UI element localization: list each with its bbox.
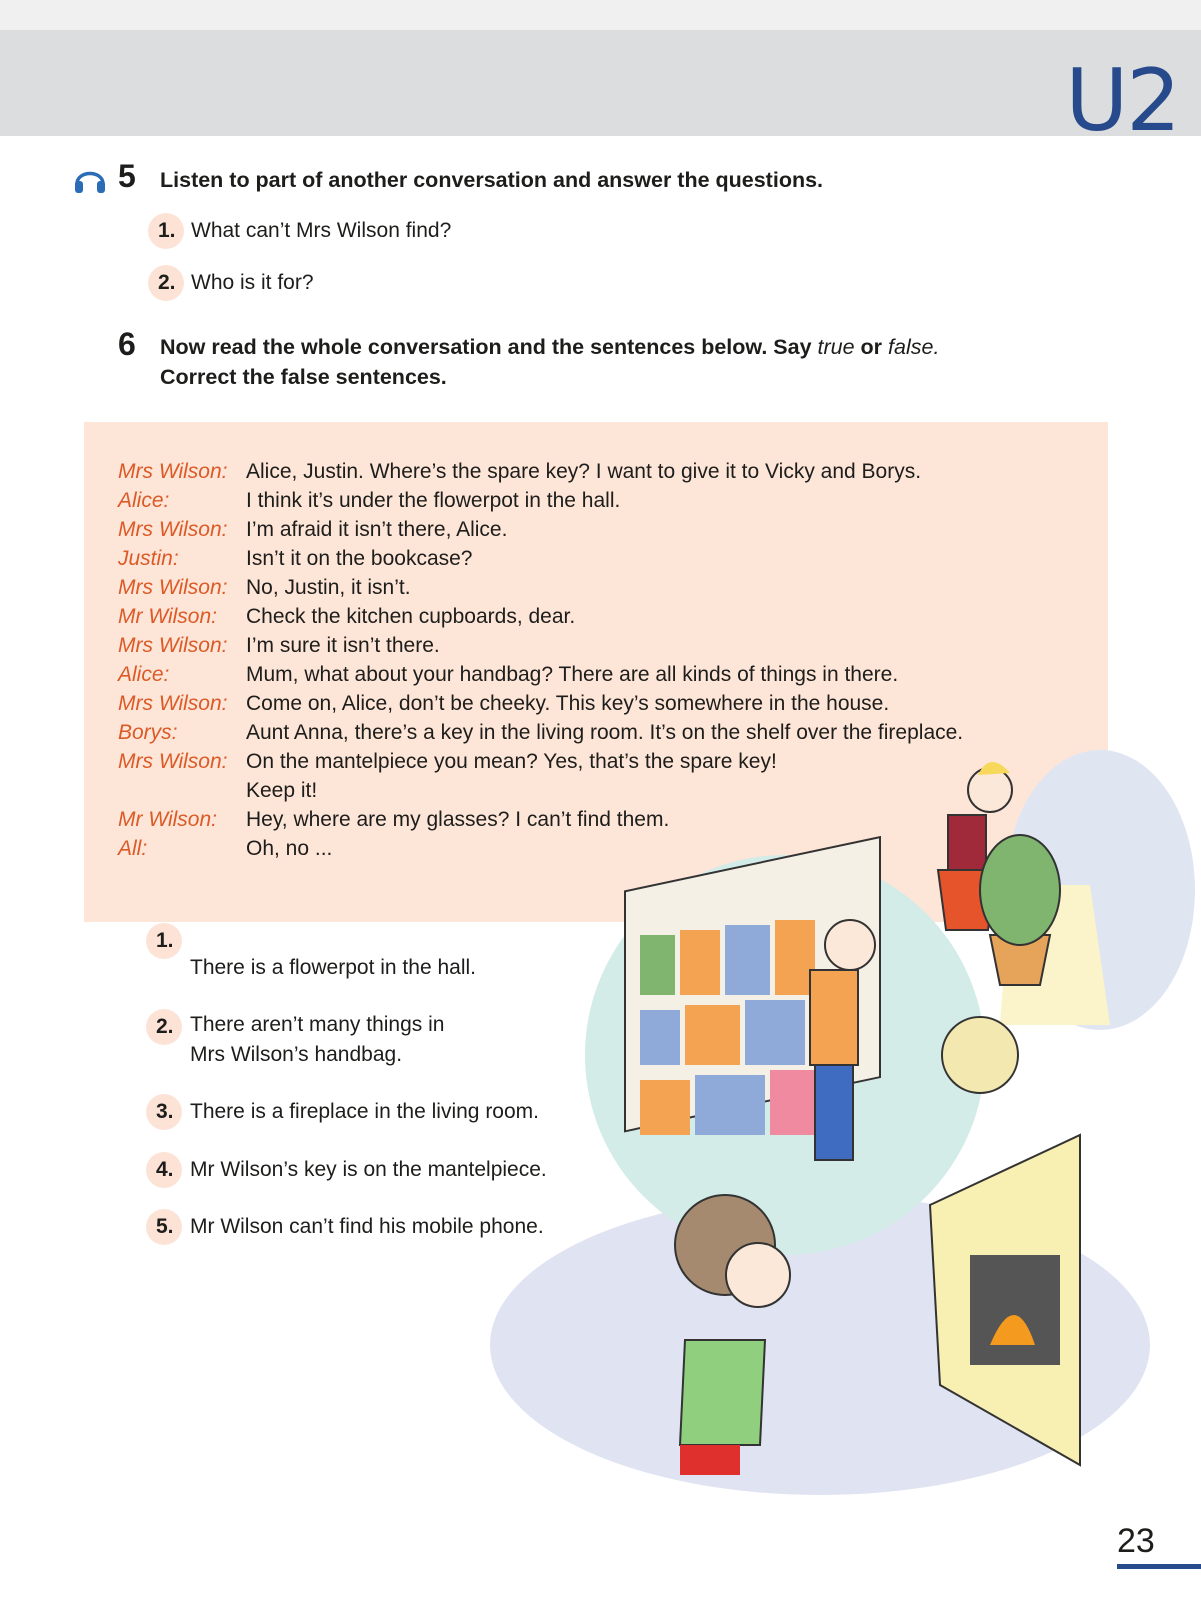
speaker: Mr Wilson:: [118, 605, 217, 628]
question-2-text: Who is it for?: [191, 271, 314, 294]
dialogue-line: I’m afraid it isn’t there, Alice.: [246, 518, 508, 541]
speaker: Alice:: [118, 663, 170, 686]
question-1-text: What can’t Mrs Wilson find?: [191, 219, 452, 242]
dialogue-line: Keep it!: [246, 779, 318, 802]
exercise-5-number: 5: [118, 158, 136, 194]
statement-2-text-line-2: Mrs Wilson’s handbag.: [190, 1043, 403, 1066]
speaker: Borys:: [118, 721, 178, 744]
speaker: Mrs Wilson:: [118, 692, 228, 715]
header-band: [0, 30, 1201, 151]
page-rule: [1117, 1564, 1201, 1569]
statement-5-number: 5.: [146, 1209, 182, 1245]
statement-5-text: Mr Wilson can’t find his mobile phone.: [190, 1215, 544, 1238]
speaker: Mrs Wilson:: [118, 576, 228, 599]
dialogue-line: Check the kitchen cupboards, dear.: [246, 605, 576, 628]
statement-4-number: 4.: [146, 1152, 182, 1188]
statement-3-number: 3.: [146, 1094, 182, 1130]
word-false: false.: [888, 335, 940, 359]
page-number: 23: [1117, 1522, 1155, 1560]
speaker: Mrs Wilson:: [118, 634, 228, 657]
dialogue-line: Isn’t it on the bookcase?: [246, 547, 473, 570]
word-or: or: [854, 335, 889, 359]
dialogue-line: I think it’s under the flowerpot in the hall.: [246, 489, 621, 512]
speaker: All:: [118, 837, 148, 860]
dialogue-line: Oh, no ...: [246, 837, 333, 860]
speaker: Mrs Wilson:: [118, 518, 228, 541]
speaker: Mrs Wilson:: [118, 750, 228, 773]
speaker: Mr Wilson:: [118, 808, 217, 831]
speaker: Alice:: [118, 489, 170, 512]
dialogue-line: Mum, what about your handbag? There are all kinds of things in there.: [246, 663, 899, 686]
headphones-icon[interactable]: [73, 164, 107, 194]
exercise-5-instruction: Listen to part of another conversation and answer the questions.: [160, 168, 824, 192]
dialogue-line: Come on, Alice, don’t be cheeky. This key’s somewhere in the house.: [246, 692, 890, 715]
question-2-number: 2.: [148, 265, 184, 301]
exercise-6-instruction: [160, 332, 939, 392]
statement-2-text: There aren’t many things in: [190, 1013, 445, 1036]
exercise-6-number: 6: [118, 326, 136, 362]
statement-3-text: There is a fireplace in the living room.: [190, 1100, 539, 1123]
question-1-number: 1.: [148, 213, 184, 249]
dialogue-line: On the mantelpiece you mean? Yes, that’s the spare key!: [246, 750, 777, 773]
statement-1-text: There is a flowerpot in the hall.: [190, 956, 476, 979]
dialogue-line: No, Justin, it isn’t.: [246, 576, 411, 599]
top-strip: [0, 0, 1201, 30]
unit-label: U2: [1065, 51, 1179, 151]
instruction-line-2: Correct the false sentences.: [160, 365, 447, 389]
word-true: true: [817, 335, 855, 359]
statement-4-text: Mr Wilson’s key is on the mantelpiece.: [190, 1158, 547, 1181]
illustration: [490, 745, 1201, 1535]
dialogue-line: Hey, where are my glasses? I can’t find them.: [246, 808, 670, 831]
speaker: Mrs Wilson:: [118, 460, 228, 483]
instruction-text: Now read the whole conversation and the sentences below. Say: [160, 335, 818, 359]
dialogue-line: Alice, Justin. Where’s the spare key? I want to give it to Vicky and Borys.: [246, 460, 922, 483]
dialogue-line: I’m sure it isn’t there.: [246, 634, 440, 657]
statement-1-number: 1.: [146, 923, 182, 959]
statement-2-number: 2.: [146, 1009, 182, 1045]
dialogue-line: Aunt Anna, there’s a key in the living room. It’s on the shelf over the fireplace.: [246, 721, 964, 744]
speaker: Justin:: [118, 547, 179, 570]
